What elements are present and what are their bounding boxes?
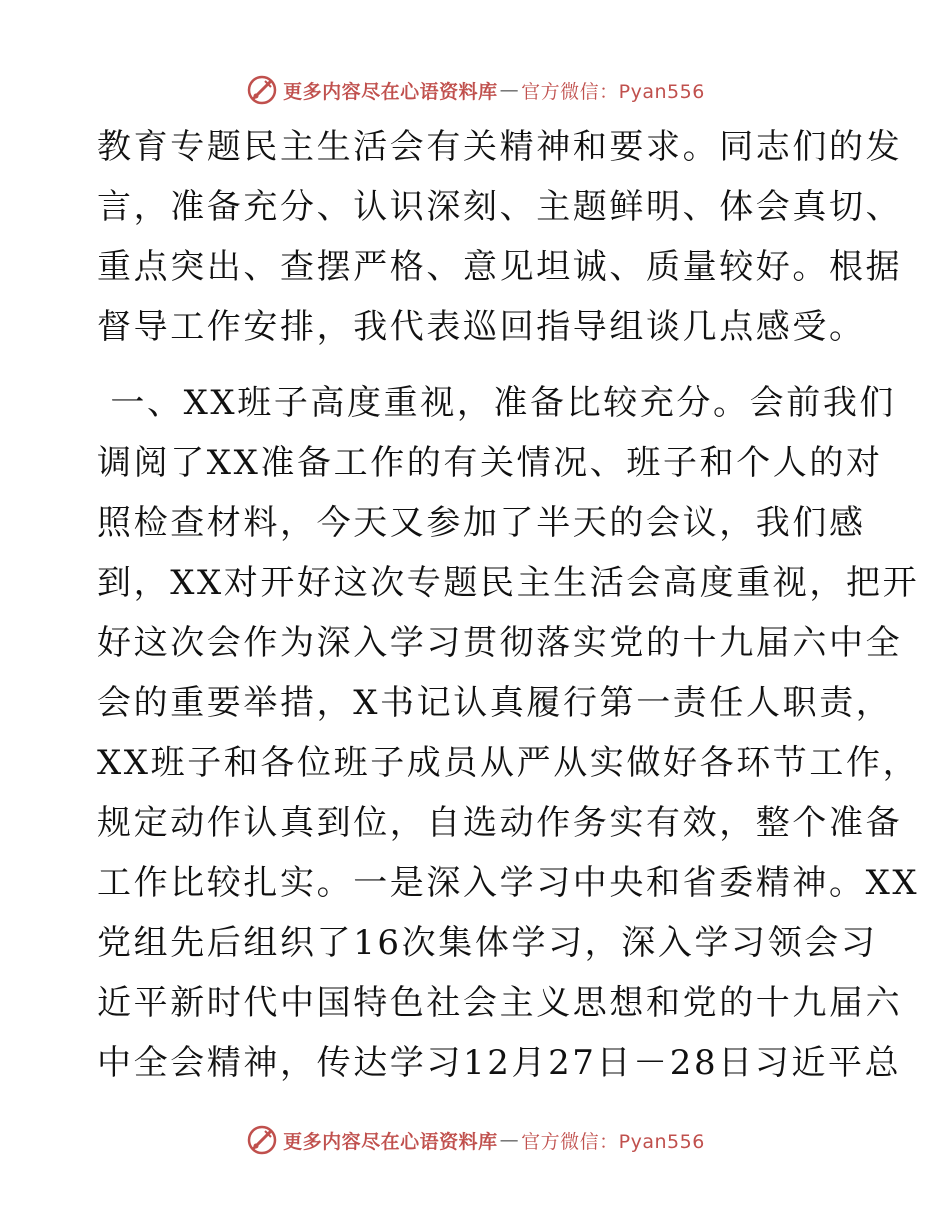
- watermark-wechat-text: 官方微信：Pyan556: [521, 1130, 705, 1153]
- text-line: 中全会精神，传达学习12月27日－28日习近平总: [97, 1043, 902, 1083]
- text-line: 近平新时代中国特色社会主义思想和党的十九届六: [97, 983, 903, 1023]
- text-line: 党组先后组织了16次集体学习，深入学习领会习: [97, 923, 878, 963]
- watermark-site-text: 更多内容尽在心语资料库: [283, 1130, 498, 1153]
- text-line: 督导工作安排，我代表巡回指导组谈几点感受。: [97, 307, 866, 347]
- paragraph-section-one: [97, 373, 920, 1093]
- document-body: [97, 117, 920, 1093]
- watermark-header: [0, 70, 950, 110]
- watermark-separator: —: [499, 79, 520, 101]
- watermark-wechat-text: 官方微信：Pyan556: [521, 80, 705, 103]
- watermark-logo-icon: [245, 73, 279, 107]
- watermark-logo-icon: [245, 1123, 279, 1157]
- text-line: 工作比较扎实。一是深入学习中央和省委精神。XX: [97, 863, 920, 903]
- text-line: 规定动作认真到位，自选动作务实有效，整个准备: [97, 803, 903, 843]
- text-line: 教育专题民主生活会有关精神和要求。同志们的发: [97, 127, 903, 167]
- text-line: 照检查材料，今天又参加了半天的会议，我们感: [97, 503, 866, 543]
- watermark-separator: —: [499, 1129, 520, 1151]
- text-line: XX班子和各位班子成员从严从实做好各环节工作，: [97, 743, 920, 783]
- text-line: 会的重要举措，X书记认真履行第一责任人职责，: [97, 683, 893, 723]
- text-line: 重点突出、查摆严格、意见坦诚、质量较好。根据: [97, 247, 903, 287]
- text-line: 一、XX班子高度重视，准备比较充分。会前我们: [97, 383, 897, 423]
- text-line: 言，准备充分、认识深刻、主题鲜明、体会真切、: [97, 187, 903, 227]
- text-line: 调阅了XX准备工作的有关情况、班子和个人的对: [97, 443, 883, 483]
- watermark-site-text: 更多内容尽在心语资料库: [283, 80, 498, 103]
- paragraph-intro: [97, 117, 903, 357]
- watermark-footer: [0, 1120, 950, 1160]
- text-line: 好这次会作为深入学习贯彻落实党的十九届六中全: [97, 623, 903, 663]
- text-line: 到，XX对开好这次专题民主生活会高度重视，把开: [97, 563, 920, 603]
